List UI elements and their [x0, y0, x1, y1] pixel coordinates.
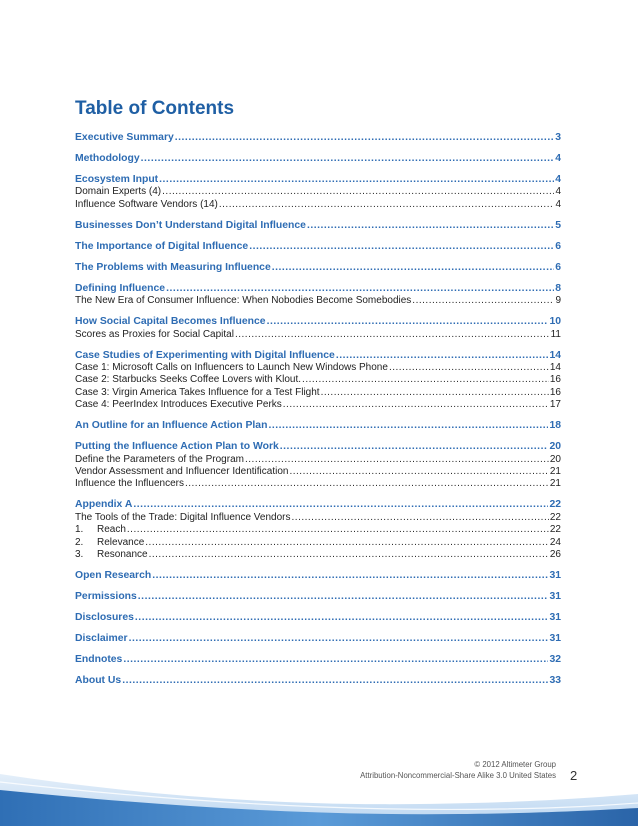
toc-entry-label: Businesses Don’t Understand Digital Influence — [75, 219, 306, 231]
toc-page-number: 22 — [549, 499, 561, 511]
toc-entry-text: Reach — [97, 524, 126, 536]
toc-entry-label: Disclosures — [75, 612, 134, 624]
toc-subentry[interactable] — [75, 399, 561, 411]
toc-page-number: 4 — [555, 174, 561, 185]
toc-page-number: 4 — [555, 153, 561, 164]
toc-subentry[interactable] — [75, 478, 561, 490]
toc-dot-leader — [127, 524, 549, 536]
toc-dot-leader — [149, 549, 549, 561]
toc-entry-label: Case 4: PeerIndex Introduces Executive Perks — [75, 399, 282, 411]
toc-page-number: 21 — [549, 466, 561, 478]
toc-entry-label: The Problems with Measuring Influence — [75, 261, 271, 273]
toc-entry-label: Defining Influence — [75, 282, 166, 294]
toc-section-entry[interactable] — [75, 591, 561, 603]
toc-entry-label: Case 2: Starbucks Seeks Coffee Lovers with Klout. — [75, 374, 302, 386]
toc-dot-leader — [219, 199, 555, 211]
toc-entry-number: 1. — [75, 524, 84, 536]
toc-dot-leader — [152, 570, 548, 582]
toc-subentry[interactable] — [75, 387, 561, 399]
toc-subentry[interactable] — [75, 329, 561, 341]
toc-entry-label: The New Era of Consumer Influence: When Nobodies Become Somebodies — [75, 295, 412, 307]
toc-entry-label: Permissions — [75, 591, 137, 603]
toc-section-entry[interactable] — [75, 675, 561, 687]
toc-section-entry[interactable] — [75, 174, 561, 186]
toc-subentry[interactable] — [75, 362, 561, 374]
toc-page-number: 21 — [549, 478, 561, 490]
toc-page-number: 17 — [549, 399, 561, 411]
toc-section-entry[interactable] — [75, 570, 561, 582]
toc-dot-leader — [245, 454, 549, 466]
toc-page-number: 6 — [555, 261, 561, 273]
toc-entry-label: Domain Experts (4) — [75, 186, 162, 198]
toc-section-entry[interactable] — [75, 283, 561, 295]
toc-subentry[interactable] — [75, 549, 561, 561]
toc-dot-leader — [185, 478, 549, 490]
toc-section-entry[interactable] — [75, 441, 561, 453]
toc-subentry[interactable] — [75, 186, 561, 198]
toc-page-number: 14 — [549, 362, 561, 374]
table-of-contents — [75, 132, 561, 688]
toc-entry-label: Open Research — [75, 570, 152, 582]
toc-dot-leader — [145, 537, 549, 549]
toc-dot-leader — [283, 399, 549, 411]
toc-page-number: 31 — [549, 570, 561, 582]
toc-entry-label: Endnotes — [75, 654, 123, 666]
toc-dot-leader — [307, 220, 554, 232]
toc-subentry[interactable] — [75, 454, 561, 466]
toc-section-entry[interactable] — [75, 633, 561, 645]
toc-page-number: 11 — [550, 328, 561, 340]
toc-entry-label: Scores as Proxies for Social Capital — [75, 328, 234, 340]
toc-page-number: 22 — [549, 511, 561, 523]
toc-dot-leader — [123, 654, 548, 666]
toc-subentry[interactable] — [75, 374, 561, 386]
toc-entry-label: Methodology — [75, 153, 140, 164]
toc-entry-label: Ecosystem Input — [75, 174, 159, 185]
toc-entry-label: Case 1: Microsoft Calls on Influencers to Launch New Windows Phone — [75, 362, 388, 374]
toc-page-number: 14 — [549, 349, 561, 361]
toc-entry-label: Influence Software Vendors (14) — [75, 198, 218, 210]
toc-entry-label: About Us — [75, 675, 122, 687]
toc-page-number: 33 — [549, 675, 561, 687]
toc-dot-leader — [138, 591, 549, 603]
toc-page-number: 3 — [555, 132, 561, 143]
toc-entry-label: An Outline for an Influence Action Plan — [75, 420, 268, 432]
toc-page-number: 6 — [555, 240, 561, 252]
toc-entry-label: Putting the Influence Action Plan to Work — [75, 441, 279, 453]
toc-page-number: 4 — [555, 198, 561, 210]
page-number: 2 — [570, 768, 578, 783]
toc-entry-label: Case 3: Virgin America Takes Influence for a Test Flight — [75, 386, 320, 398]
toc-entry-label: Disclaimer — [75, 633, 128, 645]
toc-page-number: 16 — [549, 374, 561, 386]
toc-page-number: 32 — [549, 654, 561, 666]
toc-dot-leader — [302, 374, 549, 386]
toc-page-number: 16 — [549, 386, 561, 398]
toc-subentry[interactable] — [75, 466, 561, 478]
toc-section-entry[interactable] — [75, 654, 561, 666]
toc-dot-leader — [159, 174, 554, 186]
toc-entry-number: 3. — [75, 549, 84, 561]
toc-page-number: 31 — [549, 591, 561, 603]
toc-page-number: 5 — [555, 219, 561, 231]
toc-subentry[interactable] — [75, 295, 561, 307]
toc-page-number: 31 — [549, 612, 561, 624]
toc-dot-leader — [122, 675, 548, 687]
footer-wave-decoration — [0, 760, 638, 826]
page-title: Table of Contents — [75, 98, 235, 119]
toc-section-entry[interactable] — [75, 262, 561, 274]
toc-page-number: 20 — [549, 441, 561, 453]
toc-entry-label: Vendor Assessment and Influencer Identification — [75, 466, 289, 478]
toc-dot-leader — [175, 132, 554, 144]
toc-entry-number: 2. — [75, 536, 84, 548]
toc-section-entry[interactable] — [75, 350, 561, 362]
toc-section-entry[interactable] — [75, 153, 561, 165]
toc-dot-leader — [141, 153, 555, 165]
toc-dot-leader — [267, 316, 549, 328]
toc-entry-label — [75, 537, 144, 549]
toc-section-entry[interactable] — [75, 132, 561, 144]
toc-page-number: 10 — [549, 316, 561, 328]
toc-subentry[interactable] — [75, 537, 561, 549]
toc-dot-leader — [336, 350, 549, 362]
toc-page-number: 18 — [549, 420, 561, 432]
toc-entry-label: Appendix A — [75, 499, 133, 511]
toc-entry-label: Executive Summary — [75, 132, 174, 143]
toc-entry-label: The Tools of the Trade: Digital Influence Vendors — [75, 511, 291, 523]
toc-dot-leader — [133, 499, 548, 511]
toc-dot-leader — [389, 362, 549, 374]
toc-section-entry[interactable] — [75, 220, 561, 232]
toc-dot-leader — [280, 441, 549, 453]
toc-entry-label: Influence the Influencers — [75, 478, 184, 490]
toc-dot-leader — [162, 186, 554, 198]
toc-subentry[interactable] — [75, 199, 561, 211]
toc-dot-leader — [292, 512, 549, 524]
toc-dot-leader — [249, 241, 554, 253]
toc-entry-label: Define the Parameters of the Program — [75, 453, 244, 465]
toc-page-number: 8 — [555, 282, 561, 294]
toc-page-number: 24 — [549, 536, 561, 548]
toc-entry-label — [75, 549, 148, 561]
copyright-text: © 2012 Altimeter Group — [474, 760, 556, 769]
toc-section-entry[interactable] — [75, 612, 561, 624]
toc-page-number: 9 — [555, 295, 561, 307]
toc-page-number: 4 — [555, 186, 561, 198]
toc-dot-leader — [272, 262, 554, 274]
toc-entry-text: Resonance — [97, 549, 148, 561]
toc-page-number: 22 — [549, 524, 561, 536]
toc-section-entry[interactable] — [75, 241, 561, 253]
toc-section-entry[interactable] — [75, 316, 561, 328]
toc-subentry[interactable] — [75, 524, 561, 536]
toc-dot-leader — [289, 466, 548, 478]
toc-subentry[interactable] — [75, 512, 561, 524]
toc-page-number: 20 — [549, 453, 561, 465]
toc-dot-leader — [412, 295, 554, 307]
toc-page-number: 26 — [549, 549, 561, 561]
toc-entry-label: The Importance of Digital Influence — [75, 240, 249, 252]
toc-entry-text: Relevance — [97, 536, 145, 548]
toc-entry-label: Case Studies of Experimenting with Digital Influence — [75, 349, 335, 361]
toc-dot-leader — [166, 283, 554, 295]
toc-dot-leader — [129, 633, 549, 645]
toc-section-entry[interactable] — [75, 420, 561, 432]
toc-dot-leader — [321, 387, 549, 399]
toc-dot-leader — [135, 612, 549, 624]
toc-section-entry[interactable] — [75, 499, 561, 511]
license-text: Attribution-Noncommercial-Share Alike 3.0 United States — [360, 771, 556, 780]
toc-dot-leader — [268, 420, 548, 432]
toc-dot-leader — [235, 329, 550, 341]
toc-page-number: 31 — [549, 633, 561, 645]
toc-entry-label: How Social Capital Becomes Influence — [75, 316, 266, 328]
toc-entry-label — [75, 524, 126, 536]
